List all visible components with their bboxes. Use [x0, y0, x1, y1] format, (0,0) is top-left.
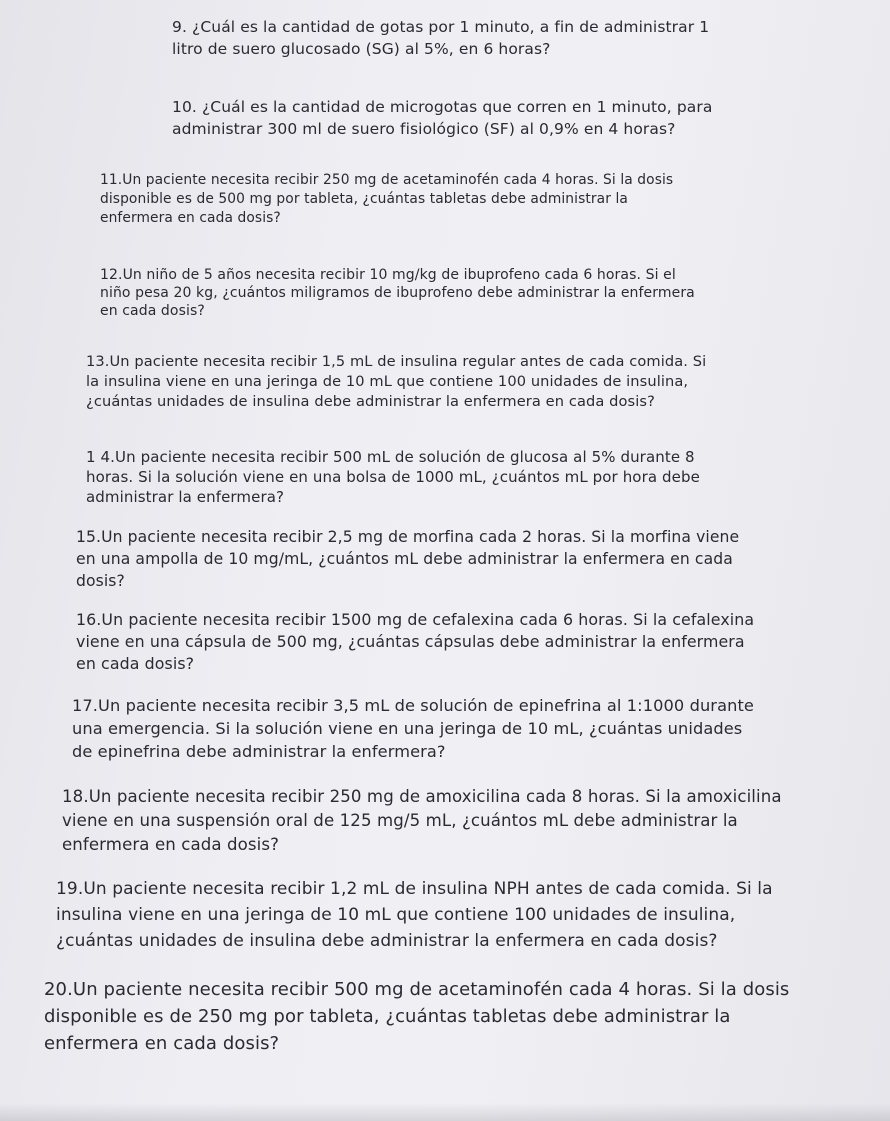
question-15-line-3: dosis?	[76, 572, 125, 590]
question-11-line-1: 11.Un paciente necesita recibir 250 mg de acetaminofén cada 4 horas. Si la dosis	[100, 172, 674, 188]
question-19-line-3: ¿cuántas unidades de insulina debe administrar la enfermera en cada dosis?	[56, 931, 718, 951]
question-17-line-1: 17.Un paciente necesita recibir 3,5 mL de solución de epinefrina al 1:1000 durante	[72, 696, 754, 715]
question-13-line-1: 13.Un paciente necesita recibir 1,5 mL de insulina regular antes de cada comida. Si	[86, 353, 707, 370]
question-19-line-1: 19.Un paciente necesita recibir 1,2 mL de insulina NPH antes de cada comida. Si la	[56, 879, 773, 899]
question-14-line-3: administrar la enfermera?	[86, 488, 285, 506]
page-bottom-edge	[0, 1103, 890, 1121]
question-13	[86, 352, 882, 412]
question-18-line-1: 18.Un paciente necesita recibir 250 mg de amoxicilina cada 8 horas. Si la amoxicilina	[62, 787, 782, 806]
question-13-line-3: ¿cuántas unidades de insulina debe administrar la enfermera en cada dosis?	[86, 393, 655, 410]
question-18	[62, 785, 882, 857]
question-12-line-3: en cada dosis?	[100, 303, 205, 319]
question-17-line-3: de epinefrina debe administrar la enfermera?	[72, 742, 446, 761]
question-14-line-2: horas. Si la solución viene en una bolsa de 1000 mL, ¿cuántos mL por hora debe	[86, 468, 700, 486]
question-11-line-2: disponible es de 500 mg por tableta, ¿cuántas tabletas debe administrar la	[100, 191, 628, 207]
question-9-line-2: litro de suero glucosado (SG) al 5%, en 6 horas?	[172, 40, 551, 58]
question-15-line-1: 15.Un paciente necesita recibir 2,5 mg de morfina cada 2 horas. Si la morfina viene	[76, 528, 740, 546]
question-16-line-1: 16.Un paciente necesita recibir 1500 mg de cefalexina cada 6 horas. Si la cefalexina	[76, 610, 755, 629]
question-18-line-2: viene en una suspensión oral de 125 mg/5 mL, ¿cuántos mL debe administrar la	[62, 811, 738, 830]
question-9-line-1: 9. ¿Cuál es la cantidad de gotas por 1 minuto, a fin de administrar 1	[172, 18, 710, 36]
question-20-line-3: enfermera en cada dosis?	[44, 1033, 280, 1054]
question-16	[76, 609, 882, 675]
question-10	[172, 96, 876, 140]
question-12	[100, 266, 878, 320]
question-11	[100, 171, 878, 228]
question-17	[72, 694, 882, 763]
question-15-line-2: en una ampolla de 10 mg/mL, ¿cuántos mL debe administrar la enfermera en cada	[76, 550, 733, 568]
question-9	[172, 16, 876, 60]
question-15	[76, 526, 882, 592]
question-19-line-2: insulina viene en una jeringa de 10 mL que contiene 100 unidades de insulina,	[56, 905, 736, 925]
question-10-line-2: administrar 300 ml de suero fisiológico (SF) al 0,9% en 4 horas?	[172, 120, 676, 138]
question-19	[56, 876, 882, 954]
question-20	[44, 976, 882, 1057]
question-16-line-3: en cada dosis?	[76, 654, 195, 673]
question-20-line-2: disponible es de 250 mg por tableta, ¿cuántas tabletas debe administrar la	[44, 1006, 731, 1027]
question-14-line-1: 1 4.Un paciente necesita recibir 500 mL de solución de glucosa al 5% durante 8	[86, 448, 695, 466]
question-13-line-2: la insulina viene en una jeringa de 10 mL que contiene 100 unidades de insulina,	[86, 373, 689, 390]
question-20-line-1: 20.Un paciente necesita recibir 500 mg de acetaminofén cada 4 horas. Si la dosis	[44, 979, 790, 1000]
question-12-line-1: 12.Un niño de 5 años necesita recibir 10 mg/kg de ibuprofeno cada 6 horas. Si el	[100, 267, 676, 283]
question-14	[86, 447, 882, 507]
question-11-line-3: enfermera en cada dosis?	[100, 210, 281, 226]
question-12-line-2: niño pesa 20 kg, ¿cuántos miligramos de ibuprofeno debe administrar la enfermera	[100, 285, 695, 301]
question-17-line-2: una emergencia. Si la solución viene en una jeringa de 10 mL, ¿cuántas unidades	[72, 719, 743, 738]
question-16-line-2: viene en una cápsula de 500 mg, ¿cuántas cápsulas debe administrar la enfermera	[76, 632, 745, 651]
question-10-line-1: 10. ¿Cuál es la cantidad de microgotas que corren en 1 minuto, para	[172, 98, 713, 116]
question-18-line-3: enfermera en cada dosis?	[62, 835, 280, 854]
